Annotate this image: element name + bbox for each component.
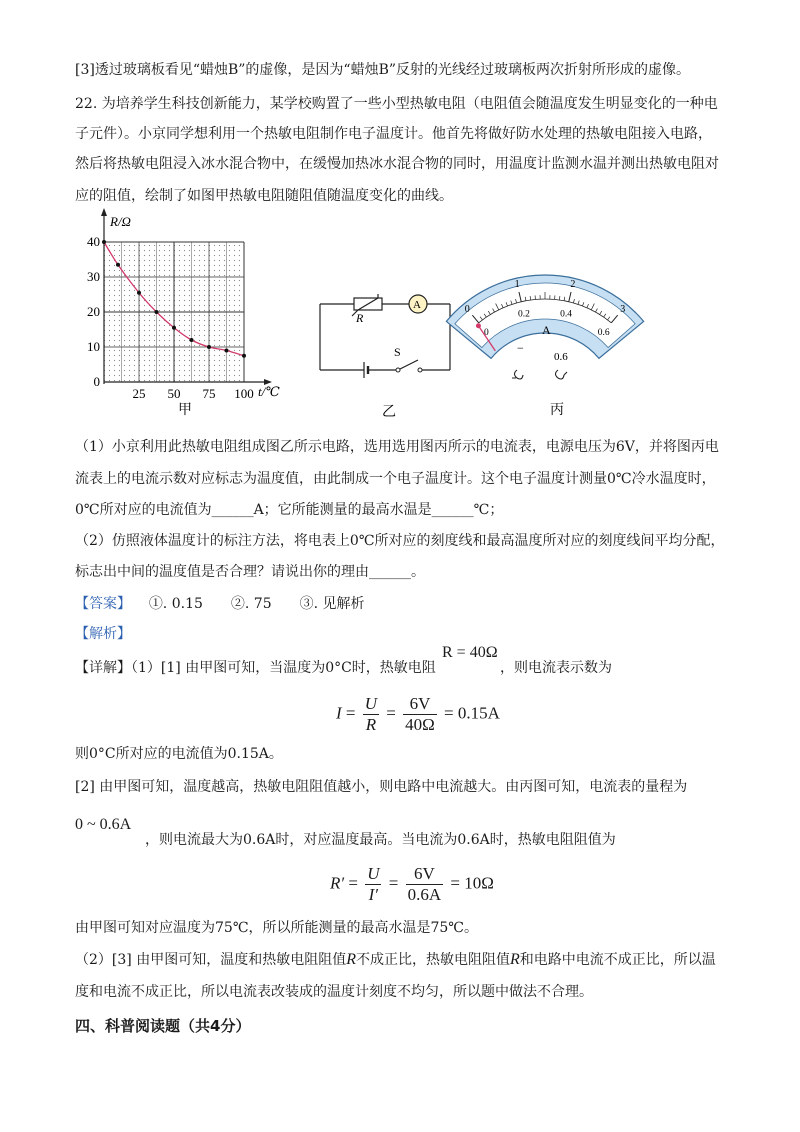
data-point: [116, 263, 120, 267]
question-22-line-1: 22. 为培养学生科技创新能力，某学校购置了一些小型热敏电阻（电阻值会随温度发生明显变化的一种电: [75, 96, 718, 112]
question-22-line-2: 子元件）。小京同学想利用一个热敏电阻制作电子温度计。他首先将做好防水处理的热敏电阻接入电路，: [75, 126, 712, 142]
formula-current: I = $\frac{U}{R}$ = $\frac{6V}{40\Omega}$ = 0.15A: [336, 694, 500, 734]
meter-top-label: 0: [464, 303, 470, 315]
data-point: [137, 291, 141, 295]
detail-label: 【详解】: [75, 660, 131, 676]
needle-tip-dot: [476, 323, 481, 328]
section-heading: 四、科普阅读题（共4分）: [75, 1017, 251, 1035]
terminal-minus: [512, 370, 523, 379]
answer-label: 【答案】: [75, 596, 131, 612]
switch-label: S: [394, 345, 401, 359]
x-tick-label: 100: [234, 386, 254, 401]
y-tick-label: 10: [87, 339, 100, 354]
meter-top-label: 3: [620, 303, 626, 315]
meter-bottom-label: 0: [483, 328, 489, 339]
switch-blade: [398, 360, 418, 370]
formula-resistance: R′ = $\frac{U}{I'}$ = $\frac{6V}{0.6A}$ = 10Ω: [330, 864, 494, 904]
inline-eq-range: 0 ~ 0.6A: [75, 816, 132, 833]
answer-line: [75, 594, 365, 614]
detail-line-3: [2] 由甲图可知，温度越高，热敏电阻阻值越小，则电路中电流越大。由丙图可知，电流表的量程为: [75, 779, 688, 795]
figure-jia-caption: 甲: [178, 403, 192, 418]
figure-bing-ammeter: [464, 268, 626, 424]
data-point: [207, 345, 211, 349]
y-tick-label: 30: [87, 269, 100, 284]
detail-line-4: ，则电流最大为0.6A时，对应温度最高。当电流为0.6A时，热敏电阻阻值为: [145, 832, 616, 848]
analysis-label: 【解析】: [75, 626, 131, 642]
terminal-minus-label: −: [517, 341, 524, 355]
meter-top-label: 1: [514, 279, 520, 291]
data-point: [102, 240, 106, 244]
detail-line-1: 【详解】（1）[1] 由甲图可知，当温度为0°C时，热敏电阻: [75, 660, 436, 676]
figure-yi-circuit: [312, 288, 462, 424]
switch-contact-right: [418, 368, 422, 372]
y-tick-label: 0: [93, 374, 100, 389]
meter-unit-label: A: [542, 323, 551, 337]
data-point: [172, 326, 176, 330]
detail-line-5: 由甲图可知对应温度为75℃，所以所能测量的最高水温是75℃。: [75, 920, 478, 936]
question-1-line-2: 流表上的电流示数对应标志为温度值，由此制成一个电子温度计。这个电子温度计测量0℃冷水温度时，: [75, 471, 716, 487]
data-point: [225, 349, 229, 353]
meter-top-label: 2: [570, 279, 576, 291]
meter-bottom-label: 0.4: [560, 309, 572, 320]
question-1-line-3: 0℃所对应的电流值为______A；它所能测量的最高水温是______℃；: [75, 502, 504, 518]
inline-eq-r40: R = 40Ω: [442, 644, 498, 661]
detail-line-6: （2）[3] 由甲图可知，温度和热敏电阻阻值R不成正比，热敏电阻阻值R和电路中电流不成正比，所以温: [75, 951, 716, 968]
x-axis-label: t/℃: [258, 384, 280, 399]
figure-jia-chart: [82, 208, 290, 426]
y-tick-label: 20: [87, 304, 100, 319]
y-axis-label: R/Ω: [110, 214, 131, 229]
data-point: [155, 310, 159, 314]
question-2-line-1: （2）仿照液体温度计的标注方法，将电表上0℃所对应的刻度线和最高温度所对应的刻度线间平均分配，: [75, 533, 725, 549]
figure-yi-caption: 乙: [382, 405, 396, 420]
data-point: [190, 338, 194, 342]
terminal-range-label: 0.6: [554, 351, 568, 363]
detail-line-1-end: ，则电流表示数为: [500, 660, 612, 676]
detail-line-7: 度和电流不成正比，所以电流表改装成的温度计刻度不均匀，所以题中做法不合理。: [75, 984, 593, 1000]
thermistor-label: R: [356, 311, 364, 325]
question-22-line-3: 然后将热敏电阻浸入冰水混合物中，在缓慢加热冰水混合物的同时，用温度计监测水温并测出热敏电阻对: [75, 156, 719, 172]
y-axis-arrow: [101, 208, 107, 216]
figure-bing-caption: 丙: [550, 403, 564, 418]
meter-bottom-label: 0.6: [597, 328, 610, 339]
text-line-1: [3]透过玻璃板看见“蜡烛B”的虚像，是因为“蜡烛B”反射的光线经过玻璃板两次折射所形成的虚像。: [75, 62, 691, 78]
meter-bottom-label: 0.2: [518, 309, 530, 320]
answer-text: ①. 0.15 ②. 75 ③. 见解析: [148, 596, 365, 612]
switch-contact-left: [396, 368, 400, 372]
detail-line-2: 则0°C所对应的电流值为0.15A。: [75, 746, 283, 762]
x-tick-label: 25: [132, 386, 146, 401]
data-point: [242, 354, 246, 358]
x-tick-label: 50: [167, 386, 181, 401]
question-2-line-2: 标志出中间的温度值是否合理？请说出你的理由______。: [75, 564, 425, 580]
question-1-line-1: （1）小京利用此热敏电阻组成图乙所示电路，选用选用图丙所示的电流表，电源电压为6V，并将图丙电: [75, 439, 719, 455]
terminal-06: [556, 370, 568, 379]
ammeter-label: A: [413, 299, 421, 311]
x-tick-label: 75: [202, 386, 216, 401]
question-22-line-4: 应的阻值，绘制了如图甲热敏电阻随阻值随温度变化的曲线。: [75, 188, 453, 204]
y-tick-label: 40: [87, 234, 100, 249]
